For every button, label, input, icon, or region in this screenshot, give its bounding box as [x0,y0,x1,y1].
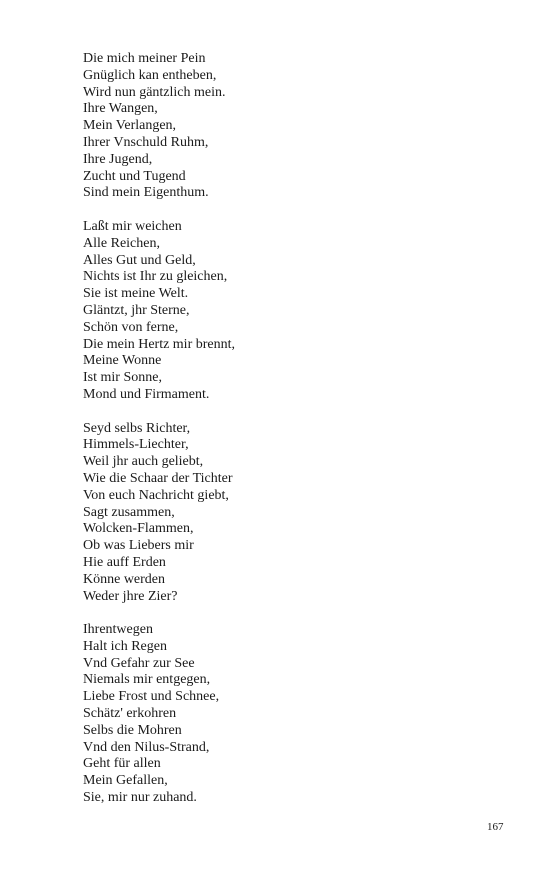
poem-line: Weder jhre Zier? [83,588,178,604]
poem-line: Zucht und Tugend [83,168,186,184]
poem-line: Ist mir Sonne, [83,370,162,386]
poem-line: Sagt zusammen, [83,504,175,520]
stanza-3 [83,421,483,606]
poem-line: Wie die Schaar der Tichter [83,470,233,486]
poem-line: Die mein Hertz mir brennt, [83,336,236,352]
poem-line: Mond und Firmament. [83,386,210,402]
poem-line: Selbs die Mohren [83,722,182,738]
poem-line: Könne werden [83,571,166,587]
poem-line: Die mich meiner Pein [83,51,206,66]
poem-line: Seyd selbs Richter, [83,420,191,436]
stanza-1 [83,51,483,202]
poem-line: Mein Verlangen, [83,118,177,134]
poem-line: Geht für allen [83,756,161,772]
poem-line: Niemals mir entgegen, [83,672,211,688]
poem-line: Halt ich Regen [83,638,167,654]
poem-line: Meine Wonne [83,353,162,369]
poem-line: Ihre Jugend, [83,151,153,167]
poem-line: Vnd Gefahr zur See [83,655,195,671]
poem-line: Alles Gut und Geld, [83,252,196,268]
poem-line: Hie auff Erden [83,554,166,570]
poem-line: Gläntzt, jhr Sterne, [83,302,190,318]
poem-line: Sie ist meine Welt. [83,286,189,302]
poem-line: Vnd den Nilus-Strand, [83,739,210,755]
poem-line: Ihrer Vnschuld Ruhm, [83,134,209,150]
poem-line: Sind mein Eigenthum. [83,185,209,201]
poem-line: Wolcken-Flammen, [83,521,194,537]
poem-line: Wird nun gäntzlich mein. [83,84,226,100]
poem-line: Sie, mir nur zuhand. [83,790,197,806]
poem-line: Laßt mir weichen [83,218,182,234]
poem-line: Liebe Frost und Schnee, [83,689,220,705]
poem-line: Schön von ferne, [83,319,179,335]
poem-line: Mein Gefallen, [83,773,168,789]
poem-line: Weil jhr auch geliebt, [83,454,204,470]
poem-line: Ihre Wangen, [83,101,158,117]
poem-line: Von euch Nachricht giebt, [83,487,229,503]
stanza-4 [83,622,483,807]
poem-line: Ob was Liebers mir [83,538,194,554]
poem-line: Ihrentwegen [83,622,153,638]
poem-line: Nichts ist Ihr zu gleichen, [83,269,228,285]
poem-line: Alle Reichen, [83,235,160,251]
page-number: 167 [487,821,504,833]
poem [83,51,483,824]
poem-line: Gnüglich kan entheben, [83,67,217,83]
stanza-2 [83,219,483,404]
poem-line: Himmels-Liechter, [83,437,189,453]
poem-line: Schätz' erkohren [83,706,177,722]
